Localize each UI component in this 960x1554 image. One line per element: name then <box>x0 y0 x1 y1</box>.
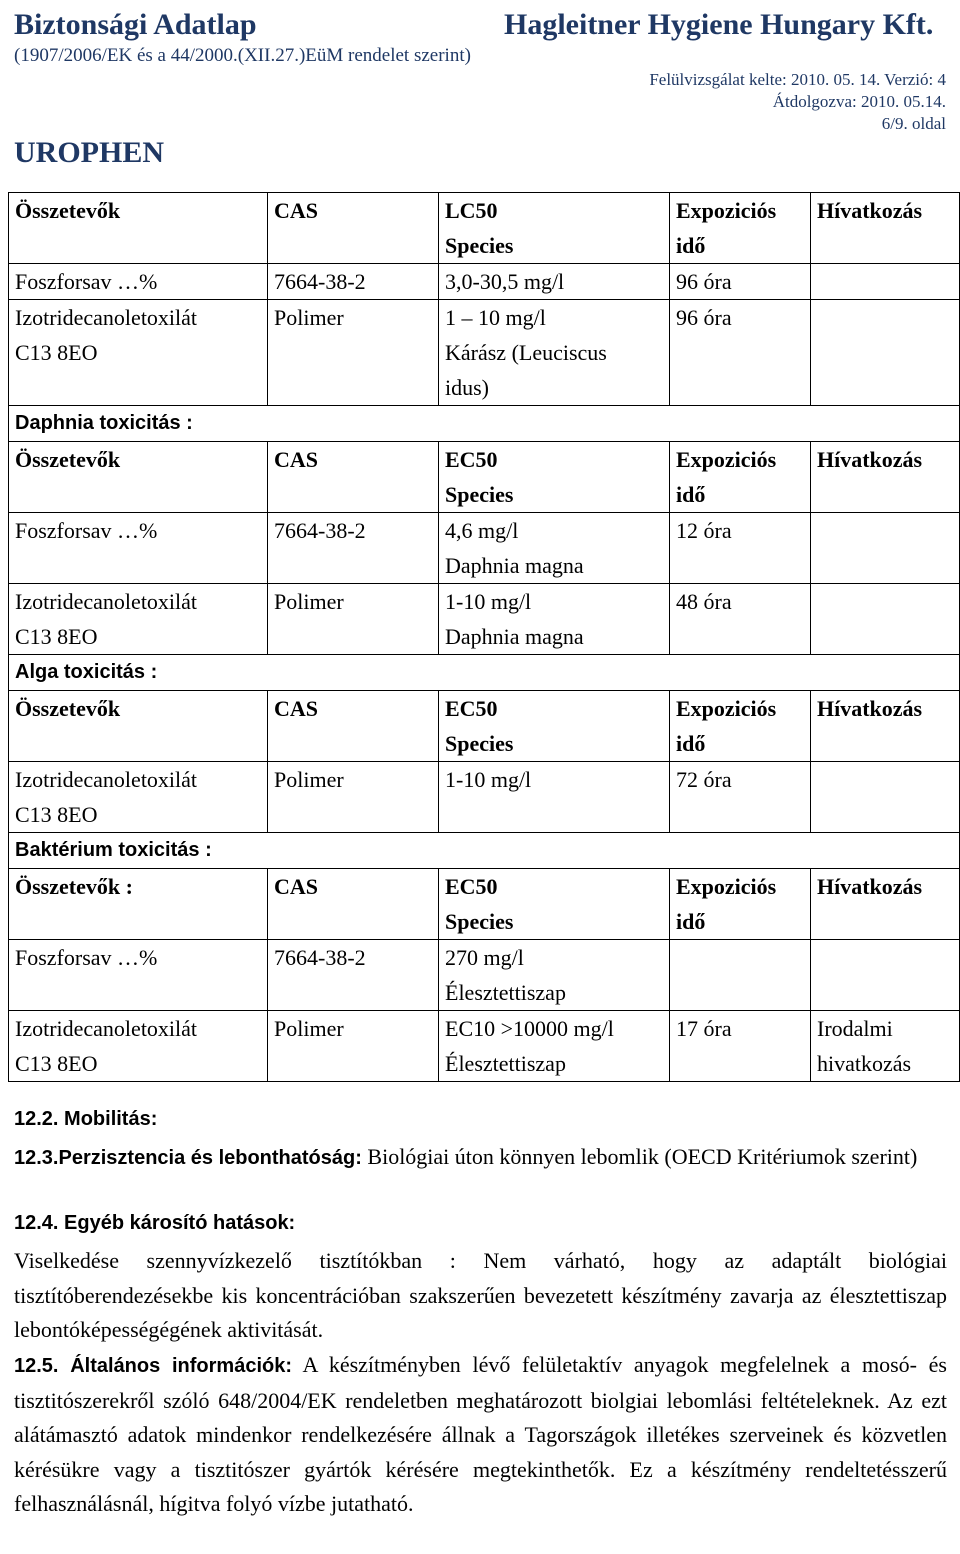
other-effects-heading: 12.4. Egyéb károsító hatások: <box>14 1212 296 1234</box>
toxicity-table <box>8 192 960 1082</box>
table-header-row: Összetevők CAS EC50 Species Expoziciós idő Hívatkozás <box>9 442 960 513</box>
general-info-text: A készítményben lévő felületaktív anyagok megfelelnek a mosó- és tisztitószerekről szóló 648/2004/EK rendeletben meghatározott biolgiai lebomlási feltételeknek. Az ezt alátámasztó adatok mindenkor rendelkezésére állnak a Tagországok illetékes szerveinek és közvetlen kérésükre vagy a tisztitószer gyártók kérésére megtekinthetők. Ez a készítmény rendeltetésszerű felhasználásnál, hígitva folyó vízbe jutatható. <box>14 1352 947 1516</box>
table-row: Izotridecanoletoxilát C13 8EO Polimer EC10 >10000 mg/l Élesztettiszap 17 óra Irodalmi hivatkozás <box>9 1011 960 1082</box>
regulation-reference: (1907/2006/EK és a 44/2000.(XII.27.)EüM rendelet szerint) <box>14 45 471 66</box>
table-row: Izotridecanoletoxilát C13 8EO Polimer 1 – 10 mg/l Kárász (Leuciscus idus) 96 óra <box>9 300 960 406</box>
table-row: Foszforsav …% 7664-38-2 4,6 mg/l Daphnia magna 12 óra <box>9 513 960 584</box>
table-header-row: Összetevők CAS EC50 Species Expoziciós idő Hívatkozás <box>9 691 960 762</box>
table-row: Izotridecanoletoxilát C13 8EO Polimer 1-10 mg/l 72 óra <box>9 762 960 833</box>
header-reference: Hívatkozás <box>811 193 960 264</box>
section-title-bacteria: Baktérium toxicitás : <box>9 833 960 869</box>
persistence-text: Biológiai úton könnyen lebomlik (OECD Kritériumok szerint) <box>361 1144 918 1169</box>
persistence-heading: 12.3.Perzisztencia és lebonthatóság: <box>14 1147 362 1169</box>
other-effects-text: Viselkedése szennyvízkezelő tisztítókban : Nem várható, hogy az adaptált biológiai tisztítóberendezésekbe kis koncentrációban szakszerűen bevezetett készítmény zavarja az élesztettiszap lebontóképességégének aktivitását. <box>14 1248 947 1342</box>
table-row: Foszforsav …% 7664-38-2 270 mg/l Élesztettiszap <box>9 940 960 1011</box>
general-info-heading: 12.5. Általános információk: <box>14 1355 293 1377</box>
persistence-paragraph <box>14 1140 947 1176</box>
table-row: Izotridecanoletoxilát C13 8EO Polimer 1-10 mg/l Daphnia magna 48 óra <box>9 584 960 655</box>
reworked-date: Átdolgozva: 2010. 05.14. <box>772 92 946 111</box>
section-row-alga <box>9 655 960 691</box>
header-lc50: LC50 Species <box>439 193 670 264</box>
document-title: Biztonsági Adatlap <box>14 8 257 41</box>
table-row: Foszforsav …% 7664-38-2 3,0-30,5 mg/l 96 óra <box>9 264 960 300</box>
table-header-row <box>9 193 960 264</box>
page-number: 6/9. oldal <box>881 114 946 133</box>
header-component: Összetevők <box>9 193 268 264</box>
header-exposure: Expoziciós idő <box>670 193 811 264</box>
header-cas: CAS <box>268 193 439 264</box>
section-row-bacteria <box>9 833 960 869</box>
revision-date: Felülvizsgálat kelte: 2010. 05. 14. Verzió: 4 <box>649 70 946 89</box>
company-name: Hagleitner Hygiene Hungary Kft. <box>504 8 934 41</box>
product-name: UROPHEN <box>14 136 164 169</box>
section-title-alga: Alga toxicitás : <box>9 655 960 691</box>
section-title-daphnia: Daphnia toxicitás : <box>9 406 960 442</box>
mobility-heading: 12.2. Mobilitás: <box>14 1108 158 1130</box>
section-row-daphnia <box>9 406 960 442</box>
table-header-row: Összetevők : CAS EC50 Species Expoziciós idő Hívatkozás <box>9 869 960 940</box>
general-info-paragraph <box>14 1348 947 1522</box>
